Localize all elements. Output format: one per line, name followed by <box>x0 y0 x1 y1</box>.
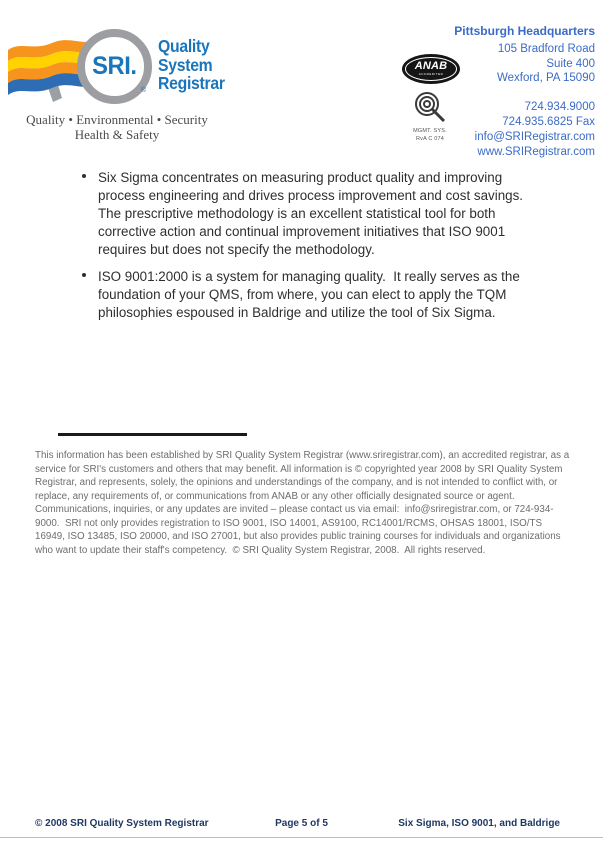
address-line-street: 105 Bradford Road <box>497 42 595 55</box>
contact-block <box>454 100 595 160</box>
logo-tagline <box>10 112 224 143</box>
tagline-line-1: Quality • Environmental • Security <box>26 112 208 127</box>
fax-number: 724.935.6825 Fax <box>502 116 595 129</box>
headquarters-address-block <box>454 24 595 160</box>
bullet-text-iso-9001: ISO 9001:2000 is a system for managing quality. It really serves as the foundation of your QMS, from where, you can elect to apply the TQM philosophies espoused in Baldrige and utilize the tool of Six Sigma. <box>98 269 524 320</box>
website-url: www.SRIRegistrar.com <box>477 146 595 159</box>
sri-logo-text: SRI. <box>92 52 137 80</box>
anab-accreditation-logo <box>402 54 460 84</box>
footnote-divider-line <box>58 433 247 436</box>
headquarters-title: Pittsburgh Headquarters <box>454 24 595 38</box>
tagline-line-2: Health & Safety <box>74 127 160 143</box>
footnote-disclaimer: This information has been established by SRI Quality System Registrar (www.sriregistrar.com), an accredited registrar, as a service for SRI's customers and others that may benefit. All information is © copyrighted year 2008 by SRI Quality System Registrar, and represents, solely, the opinions and understandings of the company, and is not intended to conflict with, or replace, any requirements of, or communications from ANAB or any other officially designated source or agent. Communications, inquiries, or any updates are invited – please contact us via email: info@sriregistrar.com, or 724-934-9000. SRI not only provides registration to ISO 9001, ISO 14001, AS9100, RC14001/RCMS, OHSAS 18001, ISO/TS 16949, ISO 13485, ISO 20000, and ISO 27001, but also provides public training courses for individuals and organizations who want to update their staff's competency. © SRI Quality System Registrar, 2008. All rights reserved. <box>35 450 572 556</box>
footer-page-number: Page 5 of 5 <box>275 818 328 829</box>
wordmark-line-3: Registrar <box>158 73 225 94</box>
footer-copyright: © 2008 SRI Quality System Registrar <box>35 818 209 829</box>
rva-logo-text-1: MGMT. SYS. <box>413 128 447 134</box>
bullet-dot-icon <box>82 174 86 178</box>
page-bottom-edge <box>0 837 603 838</box>
rva-logo-icon <box>410 90 450 122</box>
bullet-item-six-sigma <box>80 169 528 259</box>
anab-logo-subtext: ACCREDITED <box>418 72 444 77</box>
logo-wordmark <box>158 37 225 93</box>
bullet-text-six-sigma: Six Sigma concentrates on measuring product quality and improving process engineering and drives process improvement and cost savings. The prescriptive methodology is an excellent statistical tool for both corrective action and continual improvement initiatives that ISO 9001 requires but does not specify the methodology. <box>98 170 527 257</box>
address-line-city: Wexford, PA 15090 <box>496 72 595 85</box>
bullet-dot-icon <box>82 273 86 277</box>
registered-trademark-icon: ® <box>140 87 146 94</box>
footer-document-title: Six Sigma, ISO 9001, and Baldrige <box>398 818 560 829</box>
address-line-suite: Suite 400 <box>546 57 595 70</box>
bullet-item-iso-9001 <box>80 268 528 322</box>
anab-logo-label: ANAB <box>414 60 448 73</box>
email-address: info@SRIRegistrar.com <box>474 131 595 144</box>
wordmark-line-1: Quality <box>158 36 210 56</box>
wordmark-line-2: System <box>158 54 213 75</box>
phone-number: 724.934.9000 <box>524 101 595 114</box>
sri-circle-logo <box>77 29 152 104</box>
bullet-list <box>80 169 528 331</box>
anab-logo-inner-ring <box>405 57 457 81</box>
rva-logo-text-2: RvA C 074 <box>415 136 445 143</box>
rva-accreditation-logo <box>404 90 456 144</box>
